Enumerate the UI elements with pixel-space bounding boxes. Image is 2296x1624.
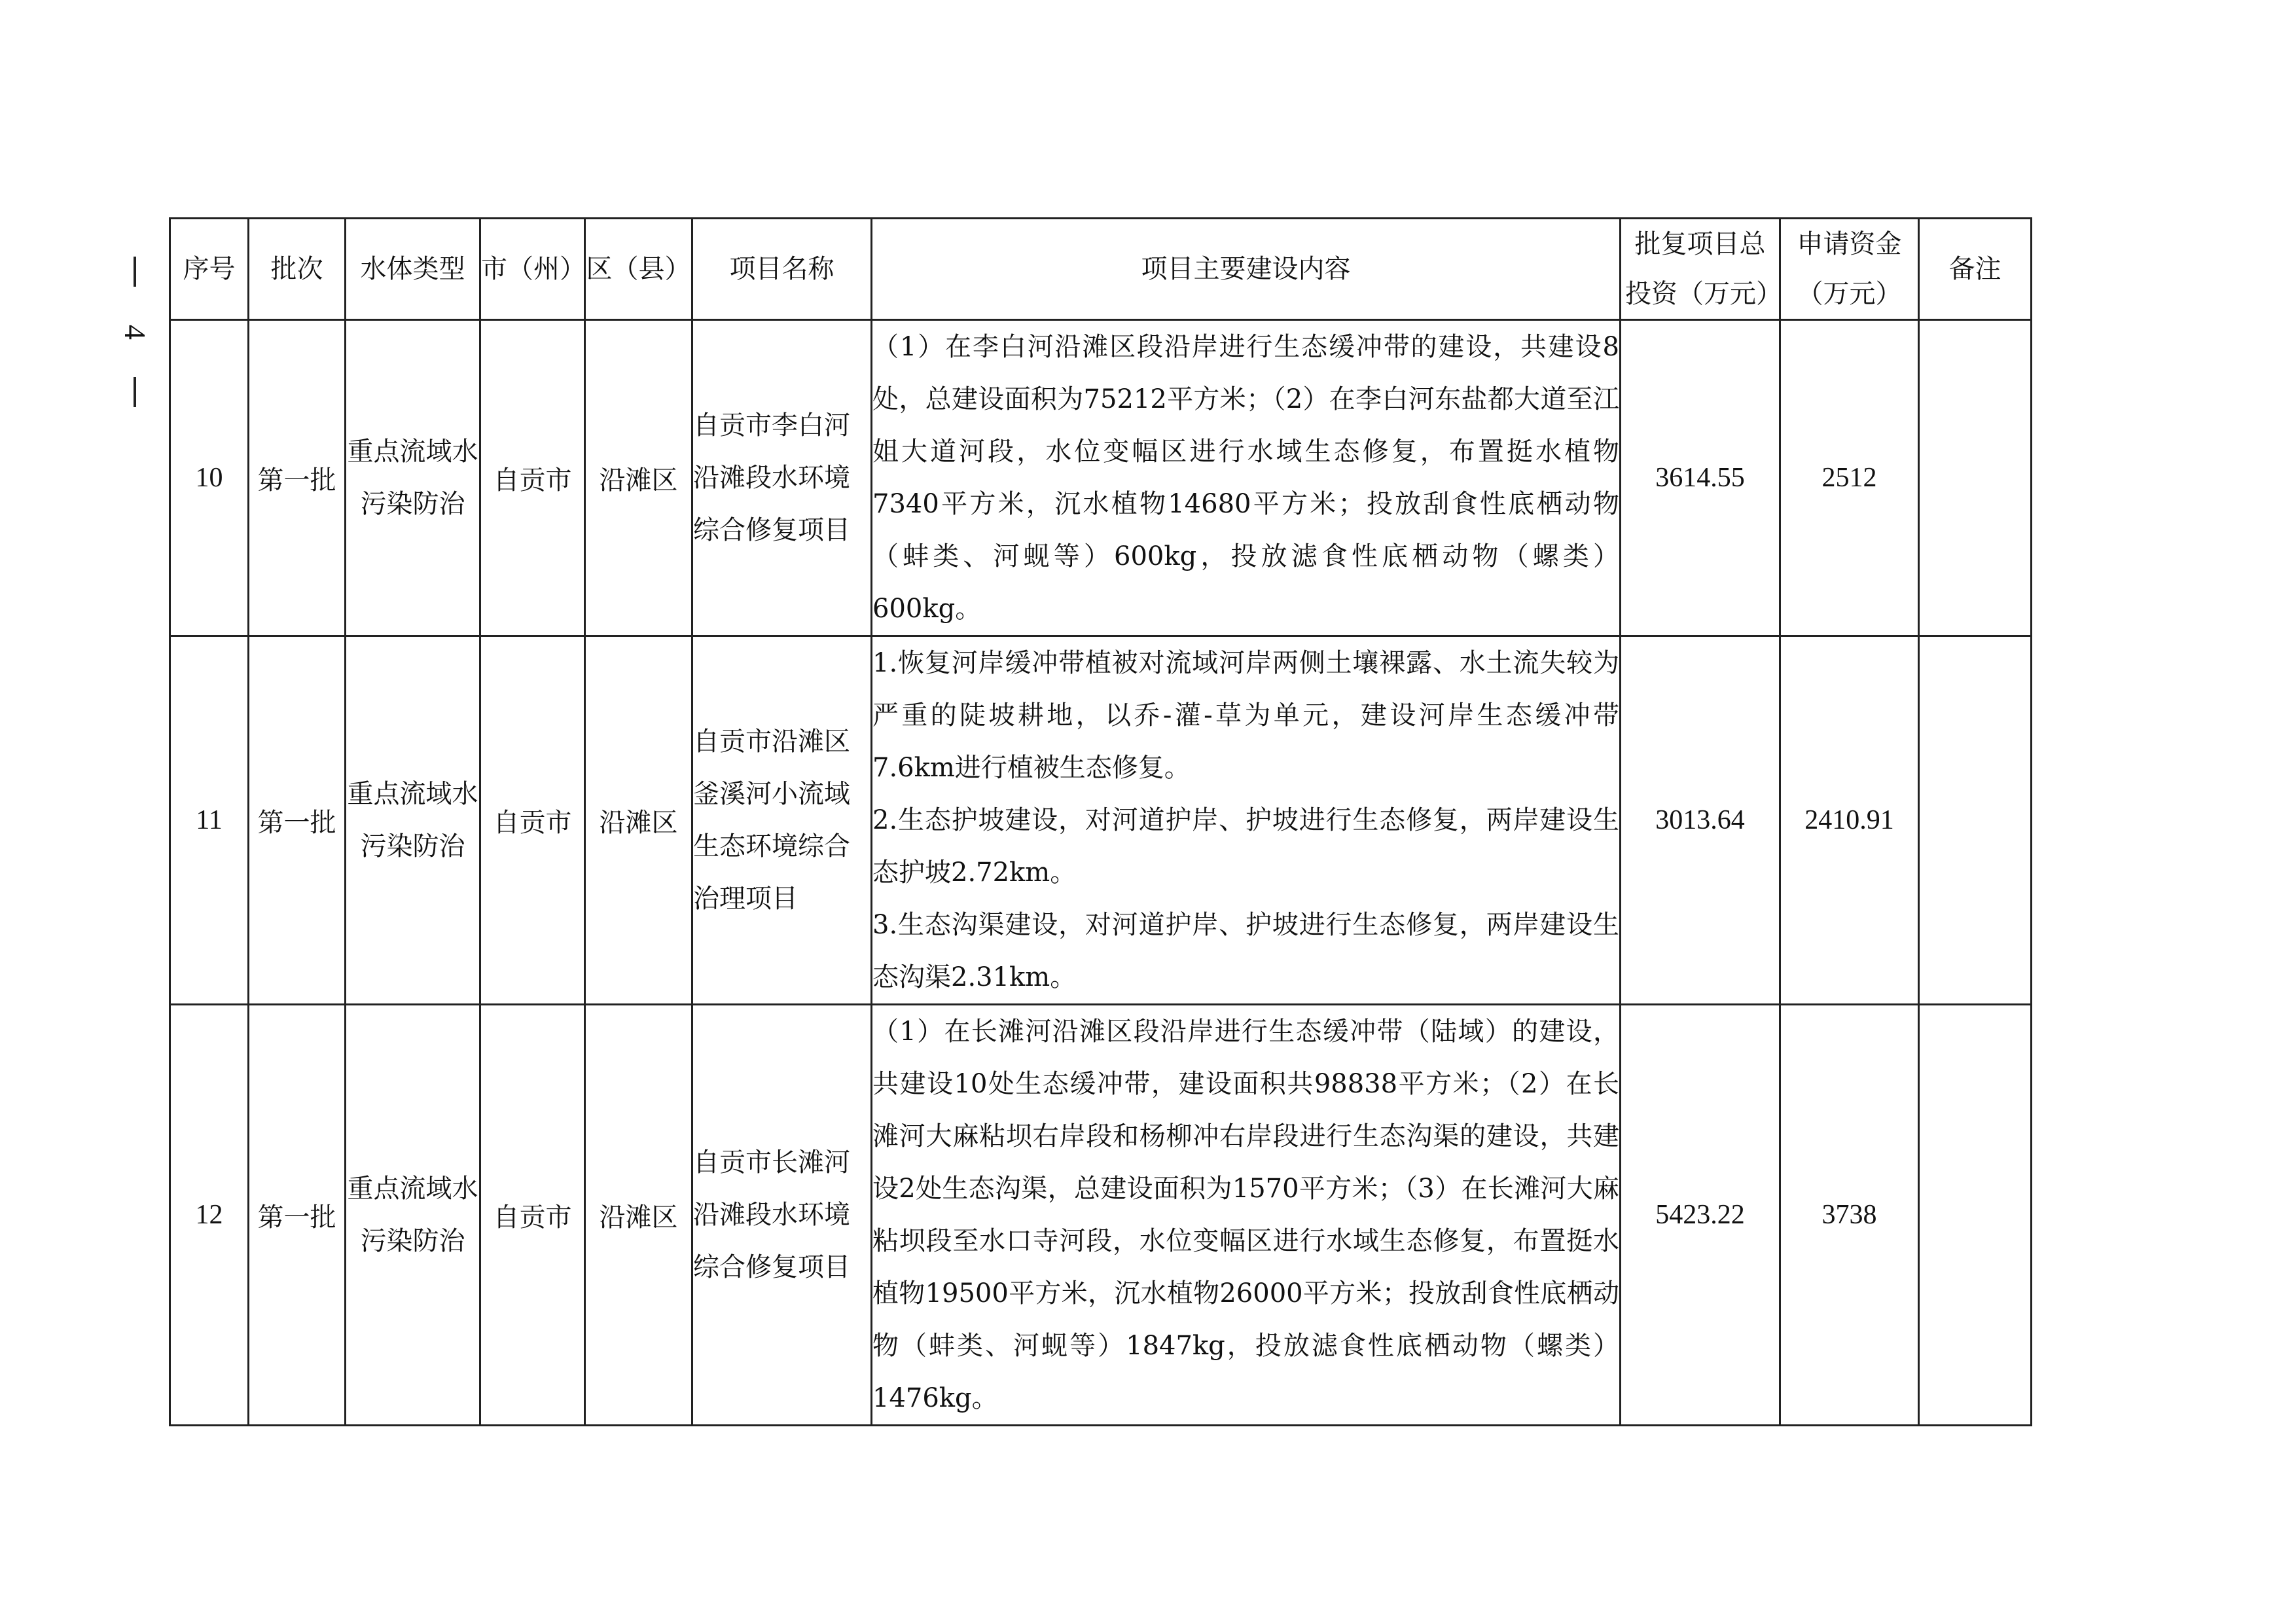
cell-water-type: 重点流域水污染防治 — [346, 1005, 480, 1426]
content-paragraph: （1）在李白河沿滩区段沿岸进行生态缓冲带的建设，共建设8处，总建设面积为75212平方米；（2）在李白河东盐都大道至江姐大道河段，水位变幅区进行水域生态修复，布置挺水植物7340平方米，沉水植物14680平方米；投放刮食性底栖动物（蚌类、河蚬等）600kg，投放滤食性底栖动物（螺类）600kg。 — [872, 332, 1619, 624]
cell-county: 沿滩区 — [585, 320, 692, 636]
header-project-name: 项目名称 — [692, 219, 872, 320]
header-city: 市（州） — [480, 219, 585, 320]
cell-county: 沿滩区 — [585, 1005, 692, 1426]
cell-remarks — [1919, 636, 2032, 1005]
header-total-investment: 批复项目总投资（万元） — [1621, 219, 1780, 320]
header-county: 区（县） — [585, 219, 692, 320]
table-row — [170, 1005, 2032, 1426]
cell-city: 自贡市 — [480, 636, 585, 1005]
cell-content — [872, 1005, 1621, 1426]
cell-total-investment: 3013.64 — [1621, 636, 1780, 1005]
cell-total-investment: 3614.55 — [1621, 320, 1780, 636]
cell-water-type: 重点流域水污染防治 — [346, 636, 480, 1005]
cell-batch: 第一批 — [249, 320, 346, 636]
header-content: 项目主要建设内容 — [872, 219, 1621, 320]
cell-county: 沿滩区 — [585, 636, 692, 1005]
cell-project-name: 自贡市长滩河沿滩段水环境综合修复项目 — [692, 1005, 872, 1426]
cell-project-name: 自贡市李白河沿滩段水环境综合修复项目 — [692, 320, 872, 636]
cell-requested-funds: 3738 — [1780, 1005, 1919, 1426]
cell-seq: 10 — [170, 320, 249, 636]
table-row — [170, 636, 2032, 1005]
cell-city: 自贡市 — [480, 320, 585, 636]
cell-total-investment: 5423.22 — [1621, 1005, 1780, 1426]
cell-remarks — [1919, 1005, 2032, 1426]
page-number — [115, 257, 154, 407]
cell-remarks — [1919, 320, 2032, 636]
content-paragraph: 1.恢复河岸缓冲带植被对流域河岸两侧土壤裸露、水土流失较为严重的陡坡耕地，以乔-灌-草为单元，建设河岸生态缓冲带7.6km进行植被生态修复。 — [872, 648, 1619, 783]
cell-seq: 12 — [170, 1005, 249, 1426]
content-paragraph: 3.生态沟渠建设，对河道护岸、护坡进行生态修复，两岸建设生态沟渠2.31km。 — [872, 910, 1619, 992]
header-remarks: 备注 — [1919, 219, 2032, 320]
header-water-type: 水体类型 — [346, 219, 480, 320]
page-number-value: 4 — [118, 324, 152, 340]
table-row — [170, 320, 2032, 636]
project-table — [169, 217, 2032, 1426]
cell-city: 自贡市 — [480, 1005, 585, 1426]
page-number-dash-bottom — [134, 377, 136, 407]
cell-seq: 11 — [170, 636, 249, 1005]
cell-content — [872, 320, 1621, 636]
cell-content — [872, 636, 1621, 1005]
cell-batch: 第一批 — [249, 636, 346, 1005]
cell-project-name: 自贡市沿滩区釜溪河小流域生态环境综合治理项目 — [692, 636, 872, 1005]
content-paragraph: 2.生态护坡建设，对河道护岸、护坡进行生态修复，两岸建设生态护坡2.72km。 — [872, 805, 1619, 888]
cell-requested-funds: 2410.91 — [1780, 636, 1919, 1005]
page-number-dash-top — [134, 257, 136, 287]
table-header-row — [170, 219, 2032, 320]
header-requested-funds: 申请资金（万元） — [1780, 219, 1919, 320]
header-seq: 序号 — [170, 219, 249, 320]
cell-batch: 第一批 — [249, 1005, 346, 1426]
cell-requested-funds: 2512 — [1780, 320, 1919, 636]
cell-water-type: 重点流域水污染防治 — [346, 320, 480, 636]
content-paragraph: （1）在长滩河沿滩区段沿岸进行生态缓冲带（陆域）的建设，共建设10处生态缓冲带，建设面积共98838平方米；（2）在长滩河大麻粘坝右岸段和杨柳冲右岸段进行生态沟渠的建设，共建设2处生态沟渠，总建设面积为1570平方米；（3）在长滩河大麻粘坝段至水口寺河段，水位变幅区进行水域生态修复，布置挺水植物19500平方米，沉水植物26000平方米；投放刮食性底栖动物（蚌类、河蚬等）1847kg，投放滤食性底栖动物（螺类）1476kg。 — [872, 1017, 1619, 1413]
header-batch: 批次 — [249, 219, 346, 320]
